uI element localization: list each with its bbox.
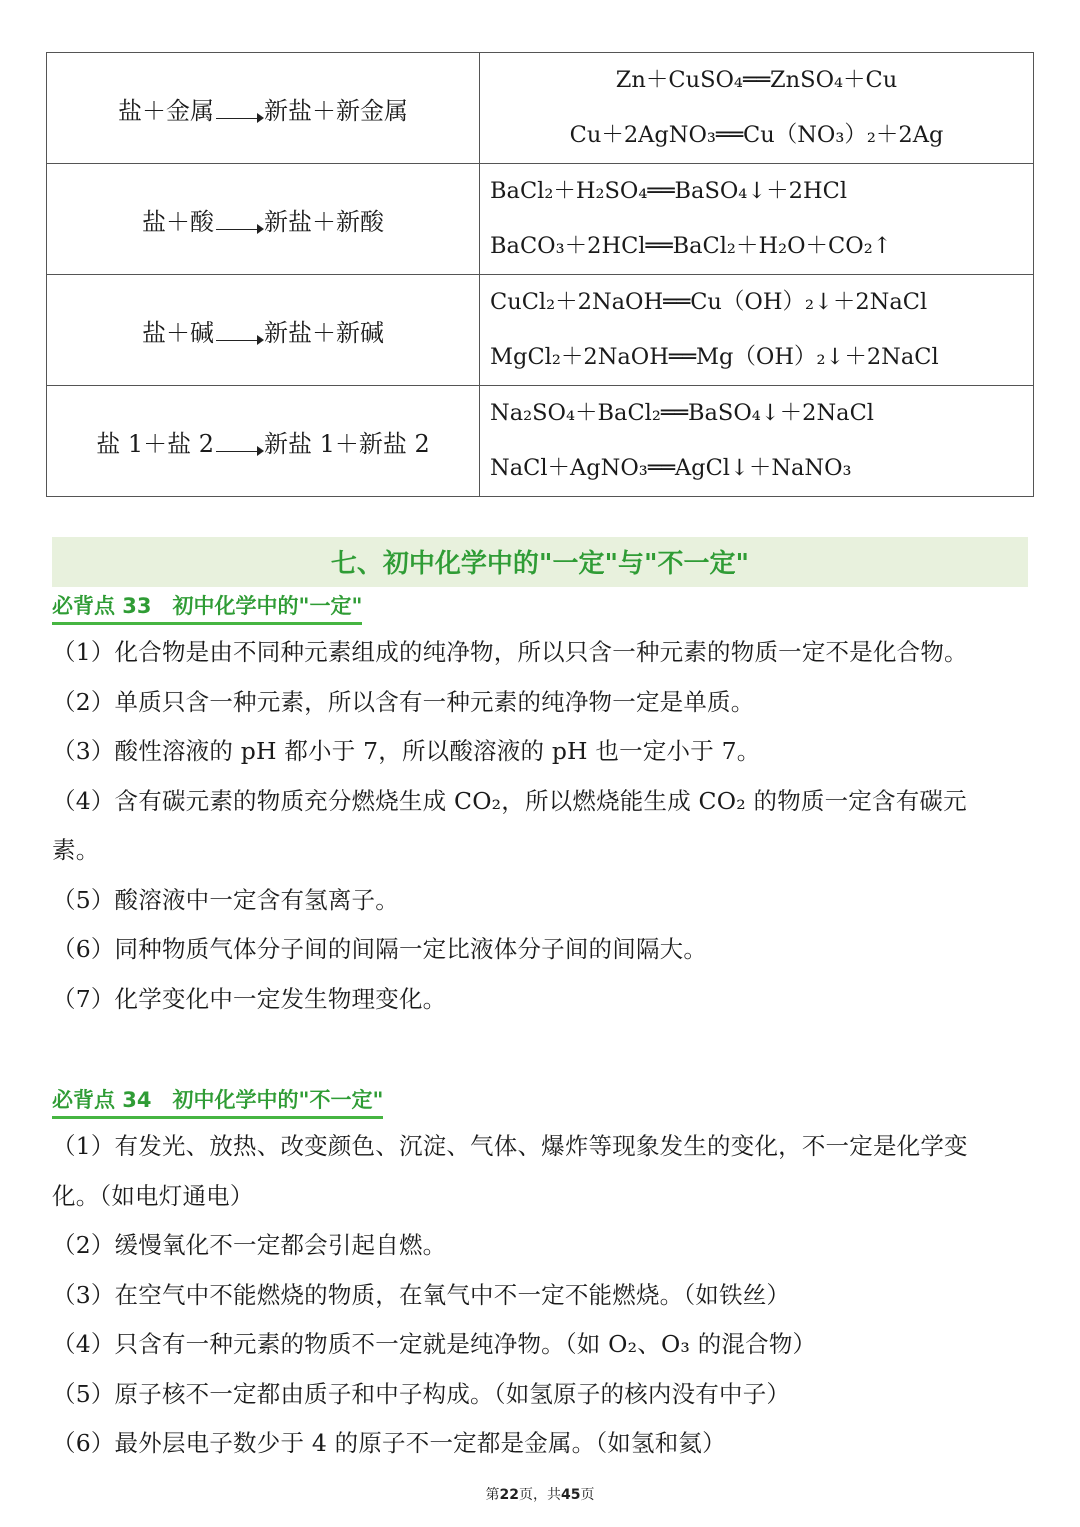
section-header: [52, 537, 1028, 587]
equation: BaCO₃＋2HCl══BaCl₂＋H₂O＋CO₂↑: [490, 233, 892, 259]
equation: Cu＋2AgNO₃══Cu（NO₃）₂＋2Ag: [569, 122, 944, 148]
table-row: [47, 275, 1034, 386]
current-page-number: 22: [499, 1487, 519, 1503]
list-item: （6）同种物质气体分子间的间隔一定比液体分子间的间隔大。: [52, 935, 708, 963]
reactants-label: 盐 1＋盐 2: [96, 429, 214, 458]
list-item: （5）原子核不一定都由质子和中子构成。（如氢原子的核内没有中子）: [52, 1379, 791, 1408]
equation: BaCl₂＋H₂SO₄══BaSO₄↓＋2HCl: [490, 178, 848, 204]
total-page-number: 45: [561, 1487, 581, 1503]
equation: MgCl₂＋2NaOH══Mg（OH）₂↓＋2NaCl: [490, 344, 939, 370]
list-item: （7）化学变化中一定发生物理变化。: [52, 984, 447, 1013]
list-item: （4）只含有一种元素的物质不一定就是纯净物。（如 O₂、O₃ 的混合物）: [52, 1330, 817, 1358]
point-34-heading: 必背点 34 初中化学中的"不一定": [52, 1084, 383, 1119]
reactants-label: 盐＋金属: [118, 96, 214, 125]
footer-prefix: 第: [485, 1487, 500, 1503]
arrow-icon: [214, 319, 264, 343]
reaction-type-cell: [47, 53, 480, 164]
arrow-icon: [214, 97, 264, 121]
salt-reaction-table: [46, 52, 1034, 497]
table-row: [47, 53, 1034, 164]
list-item: （1）有发光、放热、改变颜色、沉淀、气体、爆炸等现象发生的变化，不一定是化学变化。（如电灯通电）: [52, 1132, 968, 1210]
list-item: （4）含有碳元素的物质充分燃烧生成 CO₂，所以燃烧能生成 CO₂ 的物质一定含有碳元素。: [52, 786, 967, 864]
arrow-icon: [214, 430, 264, 454]
products-label: 新盐＋新碱: [264, 318, 384, 347]
equation: Na₂SO₄＋BaCl₂══BaSO₄↓＋2NaCl: [490, 400, 874, 426]
equation-cell: [480, 275, 1034, 386]
equation-cell: [480, 386, 1034, 497]
list-item: （5）酸溶液中一定含有氢离子。: [52, 885, 399, 914]
reaction-type-cell: [47, 164, 480, 275]
footer-suffix: 页: [580, 1487, 595, 1503]
point-34-list: [52, 1122, 1012, 1469]
list-item: （6）最外层电子数少于 4 的原子不一定都是金属。（如氢和氦）: [52, 1429, 726, 1457]
list-item: （2）缓慢氧化不一定都会引起自燃。: [52, 1231, 447, 1259]
section-title: 七、初中化学中的"一定"与"不一定": [330, 549, 750, 579]
point-33-list: [52, 628, 1012, 1024]
products-label: 新盐＋新金属: [264, 96, 408, 125]
equation-cell: [480, 53, 1034, 164]
products-label: 新盐＋新酸: [264, 207, 384, 236]
arrow-icon: [214, 208, 264, 232]
page-footer: [0, 1484, 1080, 1504]
reaction-type-cell: [47, 275, 480, 386]
list-item: （1）化合物是由不同种元素组成的纯净物，所以只含一种元素的物质一定不是化合物。: [52, 638, 968, 666]
list-item: （2）单质只含一种元素，所以含有一种元素的纯净物一定是单质。: [52, 687, 755, 716]
table-row: [47, 164, 1034, 275]
reactants-label: 盐＋酸: [142, 207, 214, 236]
products-label: 新盐 1＋新盐 2: [264, 429, 430, 458]
table-row: [47, 386, 1034, 497]
equation: CuCl₂＋2NaOH══Cu（OH）₂↓＋2NaCl: [490, 289, 928, 315]
equation: NaCl＋AgNO₃══AgCl↓＋NaNO₃: [490, 455, 852, 481]
equation-cell: [480, 164, 1034, 275]
reactants-label: 盐＋碱: [142, 318, 214, 347]
list-item: （3）在空气中不能燃烧的物质，在氧气中不一定不能燃烧。（如铁丝）: [52, 1280, 791, 1309]
footer-mid: 页，共: [519, 1487, 561, 1503]
list-item: （3）酸性溶液的 pH 都小于 7，所以酸溶液的 pH 也一定小于 7。: [52, 737, 761, 765]
reaction-type-cell: [47, 386, 480, 497]
equation: Zn＋CuSO₄══ZnSO₄＋Cu: [615, 67, 898, 93]
point-33-heading: 必背点 33 初中化学中的"一定": [52, 590, 362, 625]
